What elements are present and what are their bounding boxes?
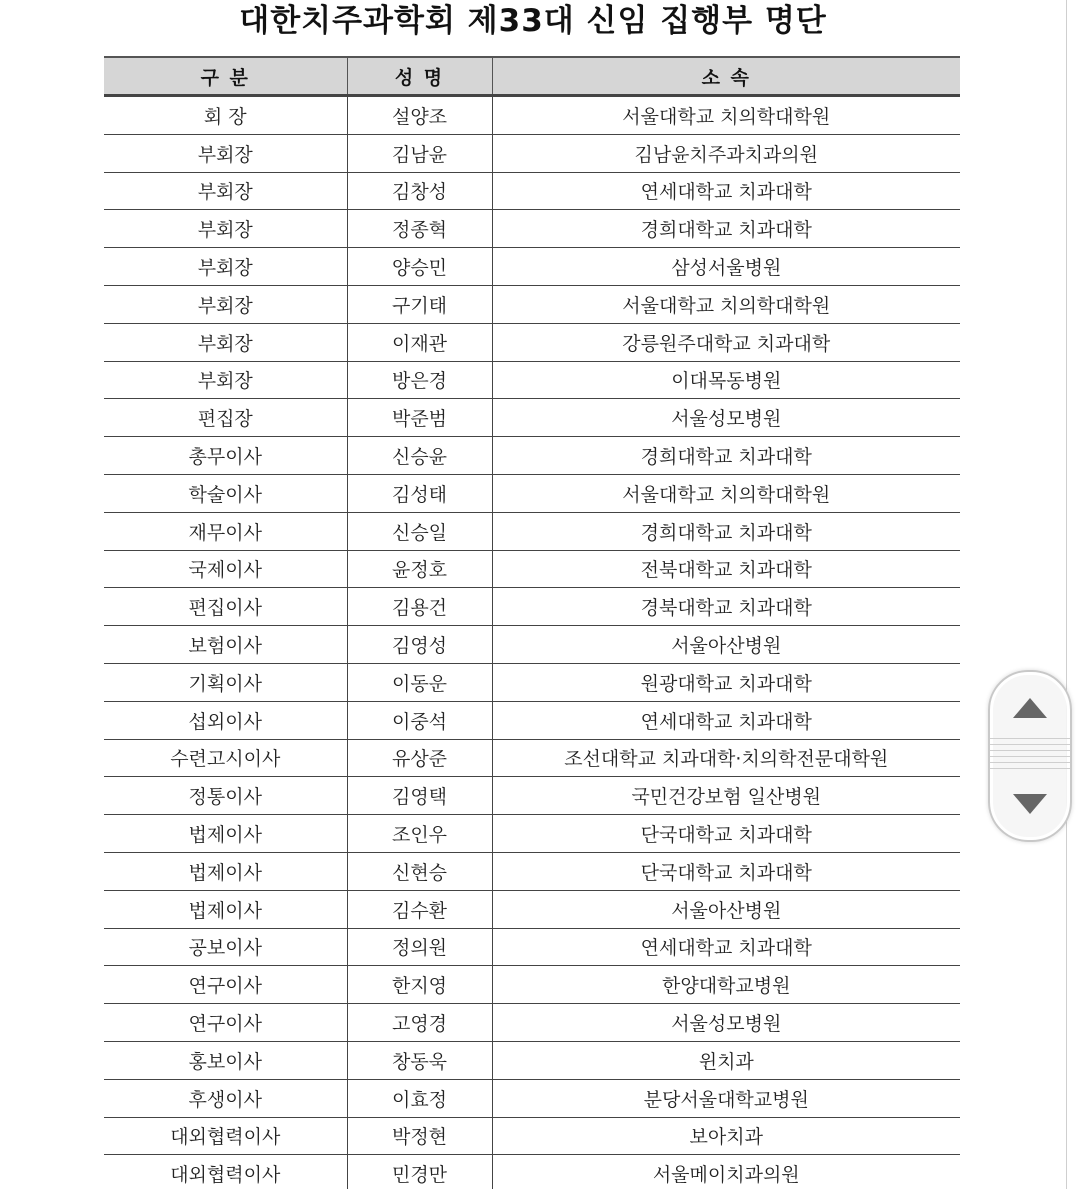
affiliation-cell: 조선대학교 치과대학·치의학전문대학원 bbox=[492, 739, 960, 777]
affiliation-cell: 서울성모병원 bbox=[492, 399, 960, 437]
scroll-up-button[interactable] bbox=[990, 678, 1070, 738]
position-cell: 부회장 bbox=[104, 172, 347, 210]
position-cell: 부회장 bbox=[104, 323, 347, 361]
scroll-down-button[interactable] bbox=[990, 774, 1070, 834]
position-cell: 국제이사 bbox=[104, 550, 347, 588]
position-cell: 후생이사 bbox=[104, 1079, 347, 1117]
table-row bbox=[104, 626, 960, 664]
affiliation-cell: 김남윤치주과치과의원 bbox=[492, 134, 960, 172]
position-cell: 재무이사 bbox=[104, 512, 347, 550]
table-row bbox=[104, 777, 960, 815]
position-cell: 편집장 bbox=[104, 399, 347, 437]
position-cell: 연구이사 bbox=[104, 966, 347, 1004]
name-cell: 정의원 bbox=[347, 928, 492, 966]
position-cell: 수련고시이사 bbox=[104, 739, 347, 777]
name-cell: 김창성 bbox=[347, 172, 492, 210]
table-row bbox=[104, 285, 960, 323]
position-cell: 연구이사 bbox=[104, 1004, 347, 1042]
position-cell: 홍보이사 bbox=[104, 1041, 347, 1079]
name-cell: 한지영 bbox=[347, 966, 492, 1004]
name-cell: 김남윤 bbox=[347, 134, 492, 172]
affiliation-cell: 국민건강보험 일산병원 bbox=[492, 777, 960, 815]
name-cell: 박정현 bbox=[347, 1117, 492, 1155]
position-cell: 정통이사 bbox=[104, 777, 347, 815]
affiliation-cell: 보아치과 bbox=[492, 1117, 960, 1155]
position-cell: 부회장 bbox=[104, 248, 347, 286]
table-row bbox=[104, 1004, 960, 1042]
name-cell: 창동욱 bbox=[347, 1041, 492, 1079]
table-row bbox=[104, 96, 960, 135]
name-cell: 김수환 bbox=[347, 890, 492, 928]
name-cell: 이동운 bbox=[347, 663, 492, 701]
table-row bbox=[104, 437, 960, 475]
affiliation-cell: 서울대학교 치의학대학원 bbox=[492, 285, 960, 323]
table-row bbox=[104, 474, 960, 512]
name-cell: 신현승 bbox=[347, 852, 492, 890]
table-row bbox=[104, 550, 960, 588]
affiliation-cell: 서울대학교 치의학대학원 bbox=[492, 474, 960, 512]
position-cell: 부회장 bbox=[104, 210, 347, 248]
position-cell: 보험이사 bbox=[104, 626, 347, 664]
name-cell: 신승일 bbox=[347, 512, 492, 550]
position-cell: 기획이사 bbox=[104, 663, 347, 701]
position-cell: 부회장 bbox=[104, 285, 347, 323]
table-row bbox=[104, 1079, 960, 1117]
affiliation-cell: 원광대학교 치과대학 bbox=[492, 663, 960, 701]
table-row bbox=[104, 966, 960, 1004]
name-cell: 민경만 bbox=[347, 1155, 492, 1189]
affiliation-cell: 전북대학교 치과대학 bbox=[492, 550, 960, 588]
affiliation-cell: 연세대학교 치과대학 bbox=[492, 701, 960, 739]
page-title: 대한치주과학회 제33대 신임 집행부 명단 bbox=[239, 3, 827, 39]
name-cell: 이중석 bbox=[347, 701, 492, 739]
affiliation-cell: 이대목동병원 bbox=[492, 361, 960, 399]
table-row bbox=[104, 928, 960, 966]
affiliation-cell: 단국대학교 치과대학 bbox=[492, 815, 960, 853]
name-cell: 윤정호 bbox=[347, 550, 492, 588]
name-cell: 유상준 bbox=[347, 739, 492, 777]
position-cell: 법제이사 bbox=[104, 852, 347, 890]
name-cell: 김영택 bbox=[347, 777, 492, 815]
affiliation-cell: 강릉원주대학교 치과대학 bbox=[492, 323, 960, 361]
name-cell: 구기태 bbox=[347, 285, 492, 323]
scroll-grip[interactable] bbox=[990, 738, 1070, 774]
table-row bbox=[104, 1041, 960, 1079]
triangle-down-icon bbox=[1013, 794, 1047, 814]
position-cell: 법제이사 bbox=[104, 890, 347, 928]
name-cell: 정종혁 bbox=[347, 210, 492, 248]
position-cell: 총무이사 bbox=[104, 437, 347, 475]
triangle-up-icon bbox=[1013, 698, 1047, 718]
column-header-name: 성 명 bbox=[347, 57, 492, 96]
name-cell: 김성태 bbox=[347, 474, 492, 512]
affiliation-cell: 서울아산병원 bbox=[492, 890, 960, 928]
table-row bbox=[104, 739, 960, 777]
position-cell: 대외협력이사 bbox=[104, 1155, 347, 1189]
table-row bbox=[104, 1117, 960, 1155]
table-row bbox=[104, 1155, 960, 1189]
affiliation-cell: 경희대학교 치과대학 bbox=[492, 512, 960, 550]
table-row bbox=[104, 852, 960, 890]
affiliation-cell: 연세대학교 치과대학 bbox=[492, 928, 960, 966]
roster-table bbox=[104, 56, 960, 1189]
position-cell: 학술이사 bbox=[104, 474, 347, 512]
table-row bbox=[104, 512, 960, 550]
table-row bbox=[104, 172, 960, 210]
name-cell: 이효정 bbox=[347, 1079, 492, 1117]
affiliation-cell: 서울메이치과의원 bbox=[492, 1155, 960, 1189]
affiliation-cell: 서울성모병원 bbox=[492, 1004, 960, 1042]
affiliation-cell: 경희대학교 치과대학 bbox=[492, 437, 960, 475]
name-cell: 조인우 bbox=[347, 815, 492, 853]
position-cell: 대외협력이사 bbox=[104, 1117, 347, 1155]
affiliation-cell: 서울대학교 치의학대학원 bbox=[492, 96, 960, 135]
roster-table-container bbox=[104, 56, 960, 1189]
table-row bbox=[104, 210, 960, 248]
position-cell: 섭외이사 bbox=[104, 701, 347, 739]
page-edge-divider bbox=[1066, 0, 1067, 1189]
name-cell: 방은경 bbox=[347, 361, 492, 399]
position-cell: 부회장 bbox=[104, 134, 347, 172]
position-cell: 편집이사 bbox=[104, 588, 347, 626]
page-scroll-control[interactable] bbox=[988, 670, 1072, 842]
column-header-affiliation: 소 속 bbox=[492, 57, 960, 96]
table-row bbox=[104, 323, 960, 361]
table-row bbox=[104, 663, 960, 701]
affiliation-cell: 연세대학교 치과대학 bbox=[492, 172, 960, 210]
position-cell: 부회장 bbox=[104, 361, 347, 399]
table-row bbox=[104, 248, 960, 286]
affiliation-cell: 경북대학교 치과대학 bbox=[492, 588, 960, 626]
position-cell: 법제이사 bbox=[104, 815, 347, 853]
affiliation-cell: 삼성서울병원 bbox=[492, 248, 960, 286]
table-row bbox=[104, 890, 960, 928]
name-cell: 설양조 bbox=[347, 96, 492, 135]
name-cell: 김영성 bbox=[347, 626, 492, 664]
name-cell: 양승민 bbox=[347, 248, 492, 286]
table-row bbox=[104, 399, 960, 437]
name-cell: 박준범 bbox=[347, 399, 492, 437]
column-header-position: 구 분 bbox=[104, 57, 347, 96]
table-header-row bbox=[104, 57, 960, 96]
affiliation-cell: 한양대학교병원 bbox=[492, 966, 960, 1004]
table-row bbox=[104, 815, 960, 853]
table-row bbox=[104, 588, 960, 626]
affiliation-cell: 서울아산병원 bbox=[492, 626, 960, 664]
table-row bbox=[104, 134, 960, 172]
affiliation-cell: 윈치과 bbox=[492, 1041, 960, 1079]
position-cell: 공보이사 bbox=[104, 928, 347, 966]
affiliation-cell: 단국대학교 치과대학 bbox=[492, 852, 960, 890]
affiliation-cell: 경희대학교 치과대학 bbox=[492, 210, 960, 248]
name-cell: 이재관 bbox=[347, 323, 492, 361]
table-row bbox=[104, 361, 960, 399]
table-row bbox=[104, 701, 960, 739]
name-cell: 신승윤 bbox=[347, 437, 492, 475]
name-cell: 김용건 bbox=[347, 588, 492, 626]
name-cell: 고영경 bbox=[347, 1004, 492, 1042]
position-cell: 회 장 bbox=[104, 96, 347, 135]
table-body bbox=[104, 96, 960, 1189]
affiliation-cell: 분당서울대학교병원 bbox=[492, 1079, 960, 1117]
